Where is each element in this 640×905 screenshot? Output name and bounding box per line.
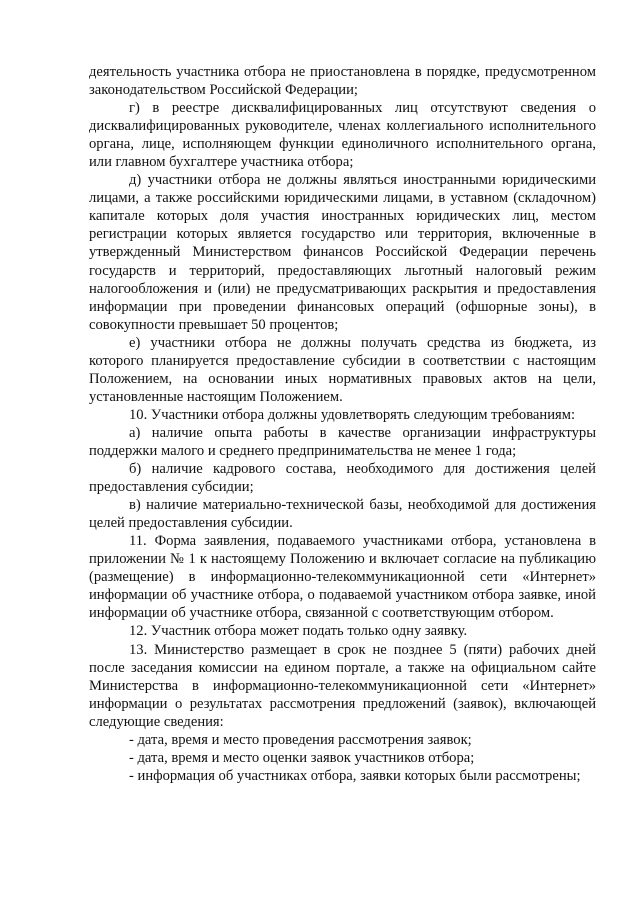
paragraph-section-10: 10. Участники отбора должны удовлетворять следующим требованиям:	[129, 406, 576, 423]
paragraph-item-a: а) наличие опыта работы в качестве организации инфраструктуры поддержки малого и среднего предпринимательства не менее 1 года;	[89, 424, 596, 459]
paragraph-section-11: 11. Форма заявления, подаваемого участниками отбора, установлена в приложении № 1 к настоящему Положению и включает согласие на публикацию (размещение) в информационно-телекоммуникационной сети «Интернет» информации об участнике отбора, о подаваемой участником отбора заявке, иной информации об участнике отбора, связанной с соответствующим отбором.	[89, 533, 596, 622]
paragraph-item-g: г) в реестре дисквалифицированных лиц отсутствуют сведения о дисквалифицированных руководителе, членах коллегиального исполнительного органа, лице, исполняющем функции единоличного исполнительного органа, или главном бухгалтере участника отбора;	[89, 100, 596, 171]
paragraph-item-v: в) наличие материально-технической базы, необходимой для достижения целей предоставления субсидии.	[89, 497, 596, 532]
paragraph-continuation: деятельность участника отбора не приостановлена в порядке, предусмотренном законодательством Российской Федерации;	[89, 64, 596, 99]
document-page	[89, 63, 596, 785]
list-item-evaluation-date: - дата, время и место оценки заявок участников отбора;	[129, 749, 475, 766]
paragraph-item-d: д) участники отбора не должны являться иностранными юридическими лицами, а также российскими юридическими лицами, в уставном (складочном) капитале которых доля участия иностранных юридических лиц, местом регистрации которых является государство или территория, включенные в утвержденный Министерством финансов Российской Федерации перечень государств и территорий, предоставляющих льготный налоговый режим налогообложения и (или) не предусматривающих раскрытия и предоставления информации при проведении финансовых операций (офшорные зоны), в совокупности превышает 50 процентов;	[89, 172, 596, 333]
paragraph-section-13: 13. Министерство размещает в срок не позднее 5 (пяти) рабочих дней после заседания комиссии на едином портале, а также на официальном сайте Министерства в информационно-телекоммуникационной сети «Интернет» информации о результатах рассмотрения предложений (заявок), включающей следующие сведения:	[89, 641, 596, 730]
list-item-review-date: - дата, время и место проведения рассмотрения заявок;	[129, 731, 472, 748]
paragraph-item-b: б) наличие кадрового состава, необходимого для достижения целей предоставления субсидии;	[89, 461, 596, 496]
paragraph-section-12: 12. Участник отбора может подать только одну заявку.	[129, 623, 468, 640]
list-item-participants-info: - информация об участниках отбора, заявки которых были рассмотрены;	[129, 767, 581, 784]
paragraph-item-e: е) участники отбора не должны получать средства из бюджета, из которого планируется предоставление субсидии в соответствии с настоящим Положением, на основании иных нормативных правовых актов на цели, установленные настоящим Положением.	[89, 334, 596, 405]
